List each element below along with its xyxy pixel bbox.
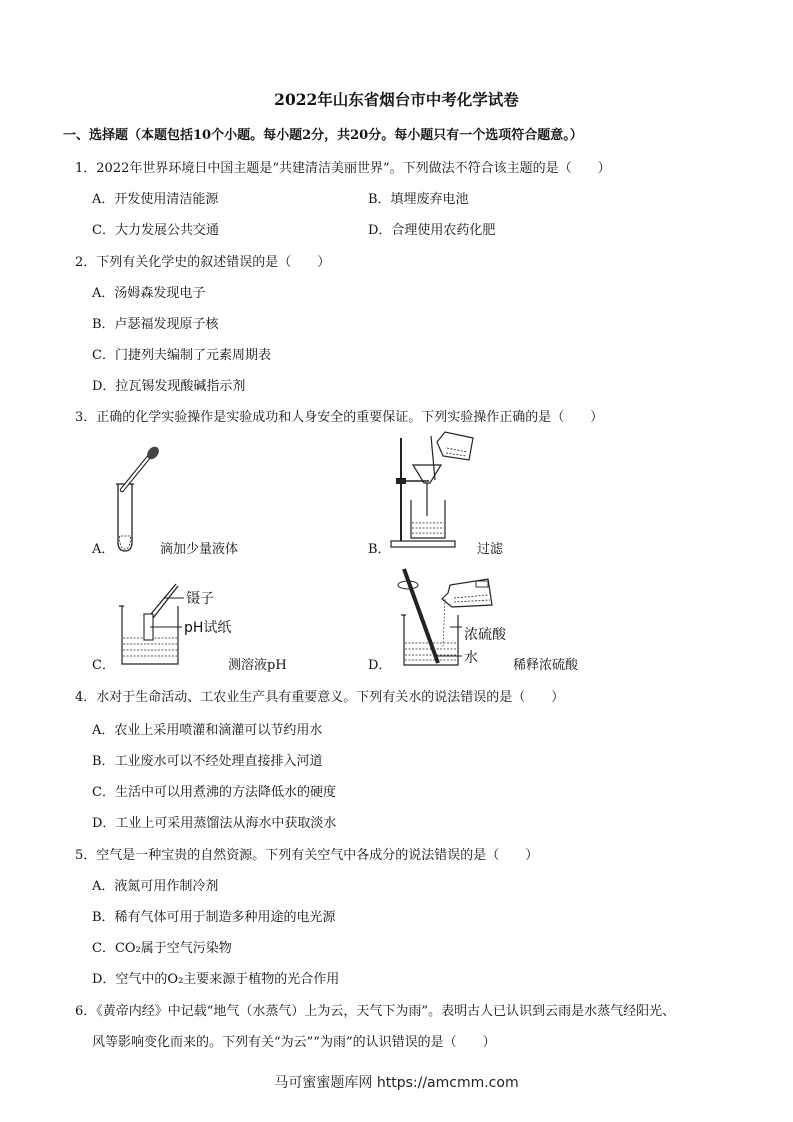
q1-option-d: D．合理使用农药化肥 (368, 223, 496, 238)
sulfuric-acid-label: 浓硫酸 (464, 627, 506, 643)
q3-option-b-caption: 过滤 (477, 542, 504, 557)
q2-option-a: A．汤姆森发现电子 (92, 286, 206, 301)
q5-option-d: D．空气中的O₂主要来源于植物的光合作用 (92, 972, 340, 987)
filtration-figure (385, 428, 485, 550)
page-title: 2022年山东省烟台市中考化学试卷 (274, 90, 519, 109)
q5-option-b: B．稀有气体可用于制造多种用途的电光源 (92, 910, 336, 925)
q4-option-d: D．工业上可采用蒸馏法从海水中获取淡水 (92, 816, 337, 831)
q4-option-a: A．农业上采用喷灌和滴灌可以节约用水 (92, 723, 323, 738)
q1-option-a: A．开发使用清洁能源 (92, 192, 219, 207)
question-5-stem: 5．空气是一种宝贵的自然资源。下列有关空气中各成分的说法错误的是（ ） (75, 848, 539, 863)
q3-option-a-letter: A． (92, 542, 115, 557)
q1-option-b: B．填埋废弃电池 (368, 192, 469, 207)
question-2-stem: 2．下列有关化学史的叙述错误的是（ ） (75, 255, 331, 270)
ph-paper-label: pH试纸 (184, 620, 232, 636)
dilute-acid-figure (392, 565, 532, 670)
water-label: 水 (464, 650, 478, 666)
q4-option-b: B．工业废水可以不经处理直接排入河道 (92, 754, 323, 769)
question-1-stem: 1．2022年世界环境日中国主题是“共建清洁美丽世界”。下列做法不符合该主题的是（ ） (75, 161, 611, 176)
tweezers-label: 镊子 (186, 591, 214, 607)
q3-option-c-caption: 测溶液pH (228, 658, 287, 673)
q2-option-b: B．卢瑟福发现原子核 (92, 317, 219, 332)
q5-option-a: A．液氮可用作制冷剂 (92, 879, 219, 894)
q3-option-b-letter: B． (368, 542, 391, 557)
q3-option-d-letter: D． (368, 658, 392, 673)
q2-option-c: C．门捷列夫编制了元素周期表 (92, 348, 271, 363)
question-4-stem: 4．水对于生命活动、工农业生产具有重要意义。下列有关水的说法错误的是（ ） (75, 690, 565, 705)
q4-option-c: C．生活中可以用煮沸的方法降低水的硬度 (92, 785, 336, 800)
q1-option-c: C．大力发展公共交通 (92, 223, 219, 238)
q5-option-c: C．CO₂属于空气污染物 (92, 941, 232, 956)
section-heading: 一、选择题（本题包括10个小题。每小题2分，共20分。每小题只有一个选项符合题意。） (63, 128, 583, 143)
footer-watermark: 马可蜜蜜题库网 https://amcmm.com (274, 1075, 519, 1091)
question-6-stem-line1: 6．《黄帝内经》中记载“地气（水蒸气）上为云，天气下为雨”。表明古人已认识到云雨是水蒸气经阳光、 (75, 1004, 676, 1019)
question-3-stem: 3．正确的化学实验操作是实验成功和人身安全的重要保证。下列实验操作正确的是（ ） (75, 410, 604, 425)
q2-option-d: D．拉瓦锡发现酸碱指示剂 (92, 379, 246, 394)
q3-option-d-caption: 稀释浓硫酸 (513, 658, 579, 673)
q3-option-a-caption: 滴加少量液体 (160, 542, 239, 557)
q3-option-c-letter: C． (92, 658, 115, 673)
question-6-stem-line2: 风等影响变化而来的。下列有关“为云”“为雨”的认识错误的是（ ） (92, 1035, 496, 1050)
